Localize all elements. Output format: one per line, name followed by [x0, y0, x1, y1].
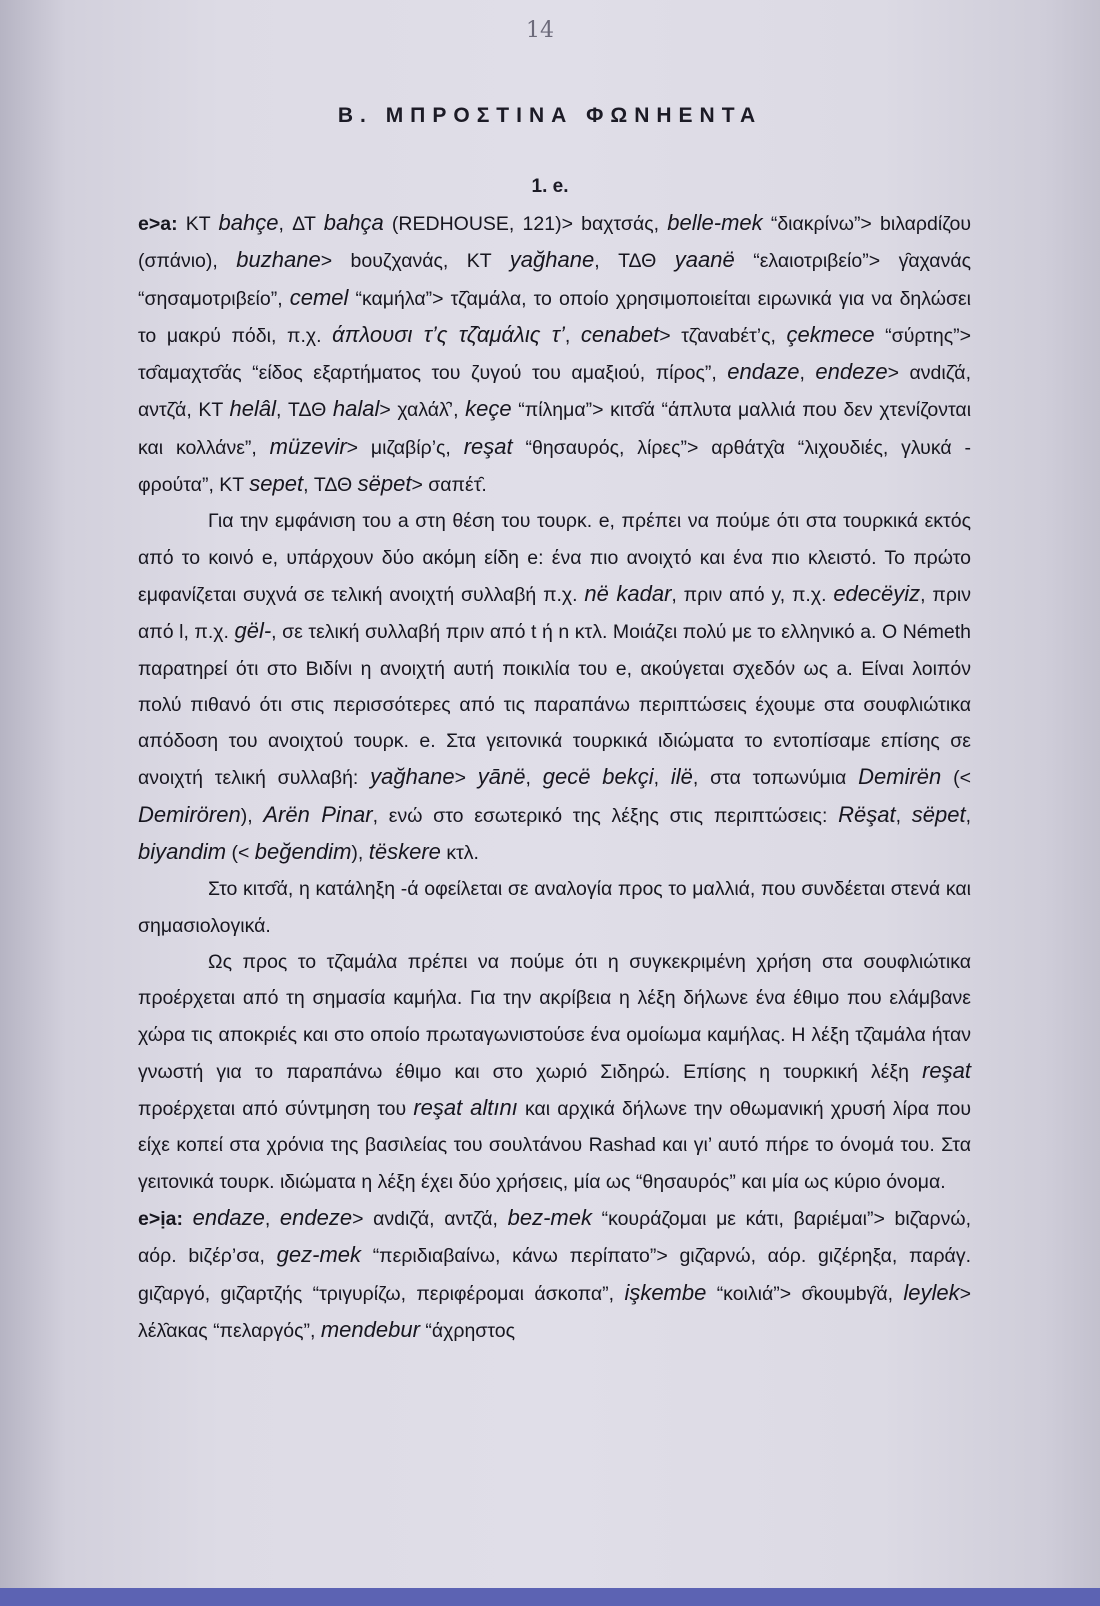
italic-term: reşat: [922, 1057, 971, 1083]
paragraph: [138, 205, 971, 503]
italic-term: bekçi: [602, 764, 654, 790]
italic-term: ilë: [670, 764, 693, 790]
paragraph: [138, 944, 971, 1200]
text-run: ),: [351, 842, 369, 865]
text-run: ,: [264, 1208, 280, 1231]
italic-term: gël-: [234, 618, 272, 644]
italic-term: beğendim: [254, 839, 352, 865]
body-text: [138, 205, 971, 1349]
text-run: “περιδιαβαίνω, κάνω περίπατο”> gιζ̑αρνώ, αόρ. gιζέρηξα, παράγ. gιζ̑αργό, gιζ̑αρτζής “τριγυρίζω, περιφέρομαι άσκοπα”,: [138, 1245, 971, 1305]
italic-term: çekmece: [786, 321, 875, 347]
italic-term: άπλουσι τ’ς τζ̑αμάλις τ’: [332, 321, 565, 347]
text-run: ,: [799, 362, 816, 385]
italic-term: gecë: [542, 764, 591, 790]
italic-term: gez-mek: [276, 1242, 361, 1268]
text-run: (<: [226, 842, 255, 865]
italic-term: Arën Pinar: [263, 801, 373, 827]
text-run: “διακρίνω”> bιλαρdίζου (σπάνιο),: [138, 213, 971, 273]
text-run: ,: [895, 804, 912, 827]
italic-term: endeze: [279, 1205, 353, 1231]
text-run: > ανdιζ̑ά, αντζ̑ά, ΚΤ: [138, 362, 971, 422]
italic-term: belle-mek: [667, 210, 763, 235]
text-run: και αρχικά δήλωνε την οθωμανική χρυσή λίρα που είχε κοπεί στα χρόνια της βασιλείας του σουλτάνου Rashad και γι’ αυτό πήρε το όνομά του. Στα γειτονικά τουρκ. ιδιώματα η λέξη έχει δύο χρήσεις, μία ως “θησαυρός” και μία ως κύριο όνομα.: [138, 1098, 972, 1193]
text-run: >: [454, 767, 478, 790]
italic-term: bez-mek: [507, 1205, 592, 1231]
text-run: > λέλ̑ακας “πελαργός”,: [138, 1282, 971, 1342]
text-run: Στο κιτσ̑ά, η κατάληξη -ά οφείλεται σε αναλογία προς το μαλλιά, που συνδέεται στενά και σημασιολογικά.: [138, 878, 971, 937]
text-run: “καμήλα”> τζ̑αμάλα, το οποίο χρησιμοποιείται ειρωνικά για να δηλώσει το μακρύ πόδι, π.χ.: [138, 287, 972, 347]
italic-term: yağhane: [370, 764, 455, 790]
italic-term: në kadar: [584, 580, 672, 606]
italic-term: reşat: [463, 433, 513, 459]
text-run: [590, 767, 602, 789]
text-run: , ενώ στο εσωτερικό της λέξης στις περιπτώσεις:: [372, 804, 839, 827]
text-run: “ελαιοτριβείο”> γ̑αχανάς “σησαμοτριβείο”,: [138, 250, 971, 310]
paragraph: [138, 503, 971, 871]
entry-label: e>ịa:: [138, 1208, 183, 1231]
text-run: > τζ̑αναbέτ’ς,: [659, 324, 787, 347]
italic-term: Demirën: [858, 764, 942, 790]
text-run: ,: [564, 324, 581, 347]
text-run: Ως προς το τζ̑αμάλα πρέπει να πούμε ότι η συγκεκριμένη χρήση στα σουφλιώτικα προέρχεται από τη σημασία καμήλα. Για την ακρίβεια η λέξη δήλωνε ένα έθιμο που ελάμβανε χώρα τις αποκριές και στο οποίο πρωταγωνιστούσε ένα ομοίωμα καμήλας. Η λέξη τζ̑αμάλα ήταν γνωστή για το παραπάνω έθιμο και στο χωριό Σιδηρώ. Επίσης η τουρκική λέξη: [138, 950, 971, 1083]
italic-term: buzhane: [236, 247, 321, 273]
text-run: , ΔΤ: [278, 213, 324, 235]
text-run: > μιζαβίρ’ς,: [346, 436, 464, 459]
text-run: , σε τελική συλλαβή πριν από t ή n κτλ. Μοιάζει πολύ με το ελληνικό a. Ο Németh παρατηρεί ότι στο Βιδίνι η ανοιχτή αυτή ποικιλία του e, ακούγεται σχεδόν ως a. Είναι λοιπόν πολύ πιθανό ότι στις περισσότερες από τις παραπάνω περιπτώσεις έχουμε στα σουφλιώτικα απόδοση του ανοιχτού τουρκ. e. Στα γειτονικά τουρκικά ιδιώματα το εντοπίσαμε επίσης σε ανοιχτή τελική συλλαβή:: [138, 621, 971, 790]
text-run: > bουζχανάς, ΚΤ: [320, 250, 510, 273]
italic-term: leylek: [903, 1279, 960, 1305]
text-run: [183, 1208, 193, 1230]
italic-term: Demirören: [138, 801, 241, 827]
italic-term: sëpet: [911, 801, 966, 827]
italic-term: endaze: [192, 1205, 265, 1231]
italic-term: yaanë: [674, 247, 735, 273]
text-run: > σαπέτ̑.: [411, 474, 487, 497]
italic-term: helâl: [229, 396, 276, 422]
text-run: , στα τοπωνύμια: [692, 767, 859, 790]
italic-term: sepet: [249, 471, 304, 497]
text-run: “κοιλιά”> σ̑κουμbγ̑ά,: [706, 1282, 904, 1305]
italic-term: bahçe: [218, 210, 279, 235]
text-run: > ανdιζ̑ά, αντζ̑ά,: [352, 1208, 508, 1231]
text-run: “σύρτης”> τσ̑αμαχτσ̑άς “είδος εξαρτήματος του ζυγού του αμαξιού, πίρος”,: [138, 324, 971, 385]
text-run: , ΤΔΘ: [276, 399, 333, 422]
italic-term: cenabet: [580, 321, 660, 347]
text-run: ,: [525, 767, 543, 790]
text-run: “θησαυρός, λίρες”> αρθάτχ̑α “λιχουδιές, γλυκά - φρούτα”, ΚΤ: [138, 436, 971, 497]
italic-term: tëskere: [368, 839, 441, 865]
text-run: κτλ.: [440, 842, 479, 865]
section-title: 1. e.: [531, 176, 569, 197]
text-run: ,: [965, 804, 971, 827]
italic-term: Rëşat: [838, 801, 896, 827]
text-run: ΚΤ: [177, 213, 219, 235]
italic-term: işkembe: [624, 1279, 707, 1305]
text-run: (REDHOUSE, 121)> bαχτσάς,: [383, 213, 668, 235]
text-run: προέρχεται από σύντμηση του: [138, 1098, 414, 1121]
text-run: , ΤΔΘ: [303, 474, 358, 497]
text-run: ),: [240, 804, 264, 827]
text-run: “πίλημα”> κιτσ̑ά “άπλυτα μαλλιά που δεν χτενίζονται και κολλάνε”,: [138, 399, 972, 459]
italic-term: edecëyiz: [833, 580, 921, 606]
italic-term: halal: [332, 396, 380, 422]
italic-term: müzevir: [269, 433, 347, 459]
entry-label: e>a:: [138, 213, 178, 235]
italic-term: biyandim: [138, 839, 227, 865]
italic-term: endaze: [727, 359, 800, 385]
italic-term: reşat altını: [413, 1095, 518, 1121]
italic-term: mendebur: [320, 1316, 420, 1342]
chapter-title: Β. ΜΠΡΟΣΤΙΝΑ ΦΩΝΗΕΝΤΑ: [337, 104, 763, 127]
italic-term: sëpet: [357, 471, 412, 497]
text-run: “κουράζομαι με κάτι, βαριέμαι”> bιζ̑αρνώ, αόρ. bιζέρ’σα,: [138, 1208, 972, 1268]
italic-term: cemel: [289, 284, 349, 310]
italic-term: keçe: [465, 396, 512, 422]
text-run: , πριν από l, π.χ.: [138, 583, 972, 644]
text-run: (<: [941, 767, 971, 790]
italic-term: yānë: [477, 764, 526, 790]
scanner-edge-band: [0, 1588, 1100, 1606]
paragraph: [138, 871, 971, 944]
paragraph: [138, 1200, 971, 1349]
page-number: 14: [526, 18, 554, 43]
italic-term: bahça: [323, 210, 384, 235]
italic-term: yağhane: [509, 247, 595, 273]
text-run: , ΤΔΘ: [594, 250, 675, 273]
italic-term: endeze: [815, 359, 888, 385]
text-run: > χαλάλ̑’,: [379, 399, 466, 422]
text-run: , πριν από y, π.χ.: [671, 583, 834, 606]
text-run: ,: [653, 767, 671, 790]
text-run: Για την εμφάνιση του a στη θέση του τουρκ. e, πρέπει να πούμε ότι στα τουρκικά εκτός από το κοινό e, υπάρχουν δύο ακόμη είδη e: ένα πιο ανοιχτό και ένα πιο κλειστό. Το πρώτο εμφανίζεται συχνά σε τελική ανοιχτή συλλαβή π.χ.: [138, 510, 971, 606]
text-run: “άχρηστος: [419, 1319, 515, 1342]
